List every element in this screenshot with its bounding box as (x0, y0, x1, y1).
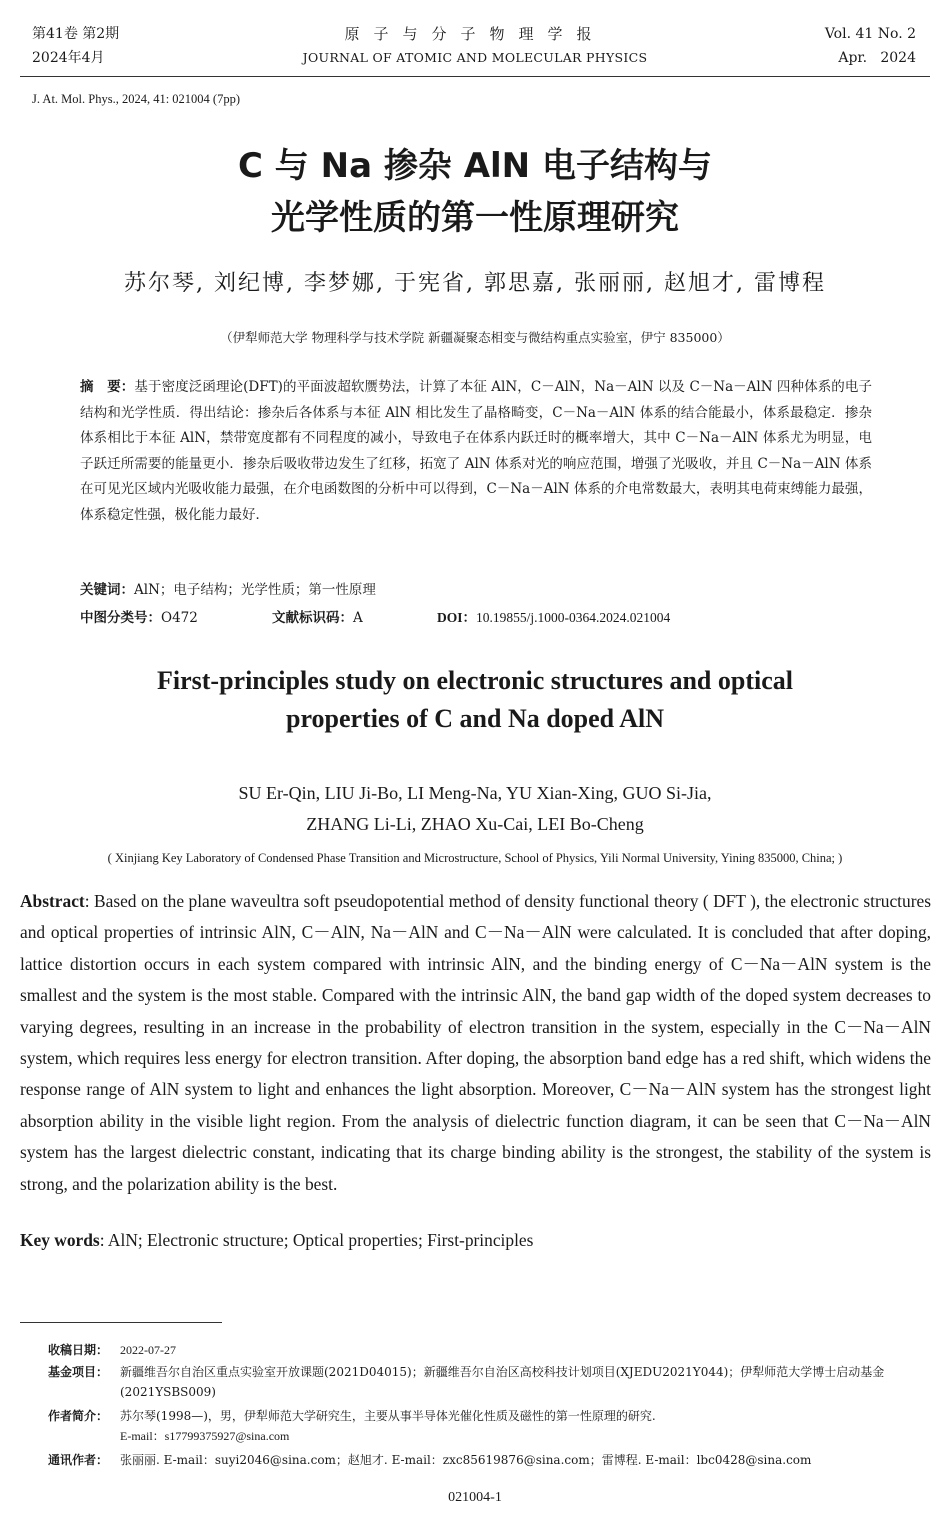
abstract-cn-label: 摘 要： (80, 379, 135, 395)
footnote-received (48, 1340, 933, 1360)
footnote-funding (48, 1362, 933, 1402)
header-divider (20, 76, 930, 77)
citation: J. At. Mol. Phys., 2024, 41: 021004 (7pp) (32, 92, 241, 106)
footnote-author-bio (48, 1406, 933, 1446)
title-en-line-2: properties of C and Na doped AlN (285, 704, 664, 733)
keywords-en-label: Key words (20, 1230, 100, 1250)
clc-block (80, 606, 198, 626)
paper-title-en (0, 662, 950, 738)
doi-block (437, 606, 670, 626)
funding-label: 基金项目： (48, 1365, 109, 1379)
keywords-en (20, 1230, 533, 1251)
header-right (825, 22, 916, 70)
keywords-cn (80, 578, 376, 598)
clc-label: 中图分类号： (80, 610, 161, 626)
affiliation-cn: （伊犁师范大学 物理科学与技术学院 新疆凝聚态相变与微结构重点实验室，伊宁 835000） (220, 330, 730, 345)
abstract-en-text: : Based on the plane waveultra soft pseudopotential method of density functional theory ( DFT ), the electronic structures and optical properties of intrinsic AlN, C－AlN, Na－AlN and C－Na－AlN were calculated. It is concluded that after doping, lattice distortion occurs in each system compared with intrinsic AlN, and the binding energy of C－Na－AlN system is the smallest and the system is the most stable. Compared with the intrinsic AlN, the band gap width of the doped system decreases to varying degrees, resulting in an increase in the probability of electron transition in the system, especially in the C－Na－AlN system, which requires less energy for electron transition. After doping, the absorption band edge has a red shift, which widens the response range of AlN system to light and enhances the light absorption. Moreover, C－Na－AlN system has the strongest light absorption ability in the visible light region. From the analysis of dielectric function diagram, it can be seen that C－Na－AlN system has the largest dielectric constant, indicating that its charge binding ability is the strongest, the stability of the system is strong, and the polarization ability is the best. (20, 891, 931, 1194)
doi-link[interactable]: 10.19855/j.1000-0364.2024.021004 (476, 610, 671, 625)
volume-issue-en: Vol. 41 No. 2 (824, 26, 916, 42)
footnote-corresponding (48, 1450, 933, 1470)
doc-code-block (272, 606, 363, 626)
date-en: Apr. 2024 (838, 50, 916, 66)
doc-code-label: 文献标识码： (272, 610, 353, 626)
author-bio-label: 作者简介： (48, 1409, 109, 1423)
header-center (0, 22, 950, 70)
footnote-divider (20, 1322, 222, 1323)
doc-code-value: A (353, 610, 363, 626)
keywords-en-text: : AlN; Electronic structure; Optical properties; First-principles (99, 1230, 534, 1250)
corresponding-label: 通讯作者： (48, 1453, 109, 1467)
keywords-cn-text: AlN；电子结构；光学性质；第一性原理 (134, 582, 376, 598)
received-label: 收稿日期： (48, 1343, 109, 1357)
title-en-line-1: First-principles study on electronic structures and optical (156, 666, 793, 695)
abstract-cn (80, 375, 872, 528)
received-date: 2022-07-27 (120, 1343, 176, 1357)
affiliation-en: ( Xinjiang Key Laboratory of Condensed Phase Transition and Microstructure, School of Physics, Yili Normal University, Yining 835000, China; ) (107, 851, 843, 865)
abstract-cn-text: 基于密度泛函理论(DFT)的平面波超软赝势法，计算了本征 AlN，C－AlN，Na－AlN 以及 C－Na－AlN 四种体系的电子结构和光学性质．得出结论：掺杂后各体系与本征 AlN 相比发生了晶格畸变，C－Na－AlN 体系的结合能最小，体系最稳定．掺杂体系相比于本征 AlN，禁带宽度都有不同程度的减小，导致电子在体系内跃迁时的概率增大，其中 C－Na－AlN 体系尤为明显，电子跃迁所需要的能量更小．掺杂后吸收带边发生了红移，拓宽了 AlN 体系对光的响应范围，增强了光吸收，并且 C－Na－AlN 体系在可见光区域内光吸收能力最强，在介电函数图的分析中可以得到，C－Na－AlN 体系的介电常数最大，表明其电荷束缚能力最强，体系稳定性强，极化能力最好． (80, 379, 873, 523)
running-header (0, 22, 950, 72)
paper-title-cn (0, 140, 950, 244)
author-list-cn: 苏尔琴, 刘纪博, 李梦娜, 于宪省, 郭思嘉, 张丽丽, 赵旭才, 雷博程 (124, 271, 826, 296)
authors-en-line-1: SU Er-Qin, LIU Ji-Bo, LI Meng-Na, YU Xian-Xing, GUO Si-Jia, (238, 783, 712, 803)
volume-issue-cn: 第41卷 第2期 (32, 26, 120, 42)
keywords-cn-label: 关键词： (80, 582, 134, 598)
funding-text: 新疆维吾尔自治区重点实验室开放课题(2021D04015)；新疆维吾尔自治区高校科技计划项目(XJEDU2021Y044)；伊犁师范大学博士启动基金(2021YSBS009) (120, 1365, 885, 1399)
journal-name-cn: 原子与分子物理学报 (344, 25, 606, 43)
author-email[interactable]: E-mail：s17799375927@sina.com (120, 1429, 290, 1443)
author-bio-text: 苏尔琴(1998—)，男，伊犁师范大学研究生，主要从事半导体光催化性质及磁性的第一性原理的研究. (120, 1409, 656, 1423)
abstract-en (20, 886, 931, 1200)
title-cn-line-2: 光学性质的第一性原理研究 (271, 198, 679, 238)
title-cn-line-1: C 与 Na 掺杂 AlN 电子结构与 (238, 146, 712, 186)
corresponding-text: 张丽丽. E-mail：suyi2046@sina.com；赵旭才. E-mail：zxc85619876@sina.com；雷博程. E-mail：lbc0428@sina.com (120, 1453, 812, 1467)
authors-en-line-2: ZHANG Li-Li, ZHAO Xu-Cai, LEI Bo-Cheng (306, 814, 644, 834)
abstract-en-label: Abstract (20, 891, 85, 911)
clc-value: O472 (161, 610, 198, 626)
author-list-en (0, 778, 950, 840)
date-cn: 2024年4月 (32, 50, 105, 66)
doi-label: DOI： (437, 610, 477, 625)
page-number: 021004-1 (448, 1490, 502, 1505)
journal-name-en: JOURNAL OF ATOMIC AND MOLECULAR PHYSICS (302, 50, 648, 65)
